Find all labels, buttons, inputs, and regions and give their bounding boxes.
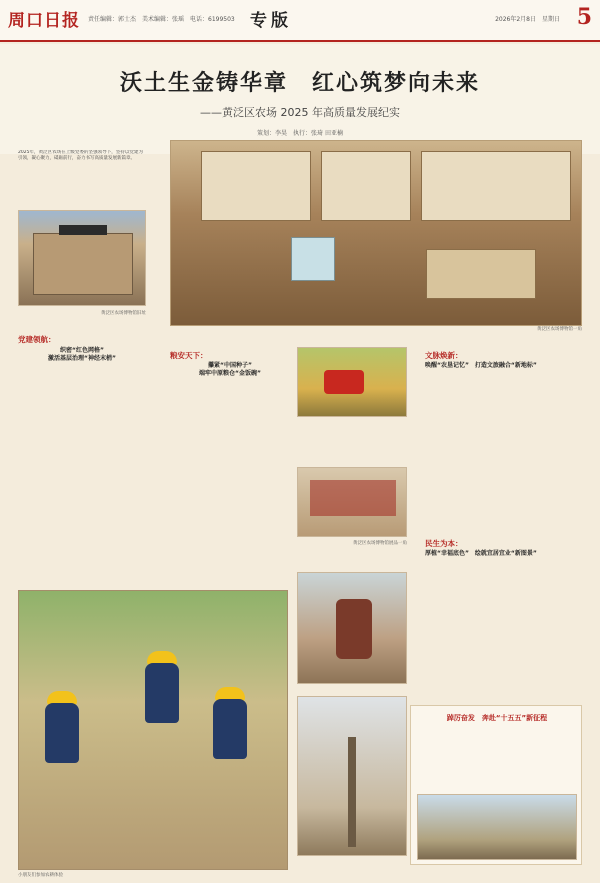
- exhibit-board: [421, 151, 571, 221]
- harvester-photo: [297, 347, 407, 417]
- section-head-grain: 粮安天下：: [170, 351, 208, 360]
- building-caption: 黄泛区农场博物馆旧址: [101, 311, 146, 316]
- masthead: [0, 0, 600, 42]
- museum-caption: 黄泛区农场博物馆一角: [537, 327, 582, 332]
- page-subtitle: ——黄泛区农场 2025 年高质量发展纪实: [200, 106, 400, 119]
- kids-caption: 小朋友们参加农耕体验: [18, 873, 63, 878]
- trees-photo: [297, 696, 407, 856]
- building-sign: [59, 225, 107, 235]
- statue-figure: [336, 599, 372, 659]
- kids-photo: [18, 590, 288, 870]
- editor-info: 责任编辑：郭士杰 美术编辑：张瑶 电话：6199503: [88, 16, 235, 23]
- exhibit-photo: [297, 467, 407, 537]
- tree-trunk: [348, 737, 356, 847]
- exhibit-caption: 黄泛区农场博物馆展品一角: [353, 541, 407, 546]
- museum-photo: [170, 140, 582, 326]
- section-title-livelihood: 厚植“幸福底色” 绘就宜居宜业“新图景”: [425, 550, 537, 557]
- harvester-icon: [324, 370, 364, 394]
- section-title-culture: 唤醒“农垦记忆” 打造文旅融合“新地标”: [425, 362, 537, 369]
- statue-photo: [297, 572, 407, 684]
- display-case: [291, 237, 335, 281]
- section-head-culture: 文脉焕新：: [425, 351, 463, 360]
- page-title: 沃土生金铸华章 红心筑梦向未来: [119, 70, 480, 96]
- exhibit-board: [201, 151, 311, 221]
- building-photo: [18, 210, 146, 306]
- section-label: 专版: [250, 11, 292, 31]
- child-figure: [145, 663, 179, 723]
- wide-photo: [417, 794, 577, 860]
- newspaper-logo: 周口日报: [8, 11, 80, 31]
- issue-date: 2026年2月8日 星期日: [495, 16, 560, 23]
- hero-header: [0, 44, 600, 154]
- credit-line: 策划：李昊 执行：张琦 田亚楠: [257, 130, 343, 137]
- section-head-livelihood: 民生为本：: [425, 539, 463, 548]
- section-head-party: 党建领航：: [18, 335, 56, 344]
- section-title-party: 织密“红色网格” 激活基层治理“神经末梢”: [48, 347, 116, 363]
- building-facade: [33, 233, 133, 295]
- exhibit-board: [321, 151, 411, 221]
- child-figure: [213, 699, 247, 759]
- display-table: [426, 249, 536, 299]
- child-figure: [45, 703, 79, 763]
- section-title-future: 踔厉奋发 奔赴“十五五”新征程: [446, 714, 548, 722]
- future-box: [410, 705, 582, 865]
- intro-text: 2025年，黄泛区农场在上级党委的坚强领导下，坚持以党建为引领，凝心聚力，砥砺前行，奋力书写高质量发展新篇章。: [18, 150, 143, 161]
- page-number: 5: [576, 4, 592, 30]
- exhibit-wall: [310, 480, 396, 516]
- section-title-grain: 攥紧“中国种子” 端牢中原粮仓“金饭碗”: [199, 362, 261, 378]
